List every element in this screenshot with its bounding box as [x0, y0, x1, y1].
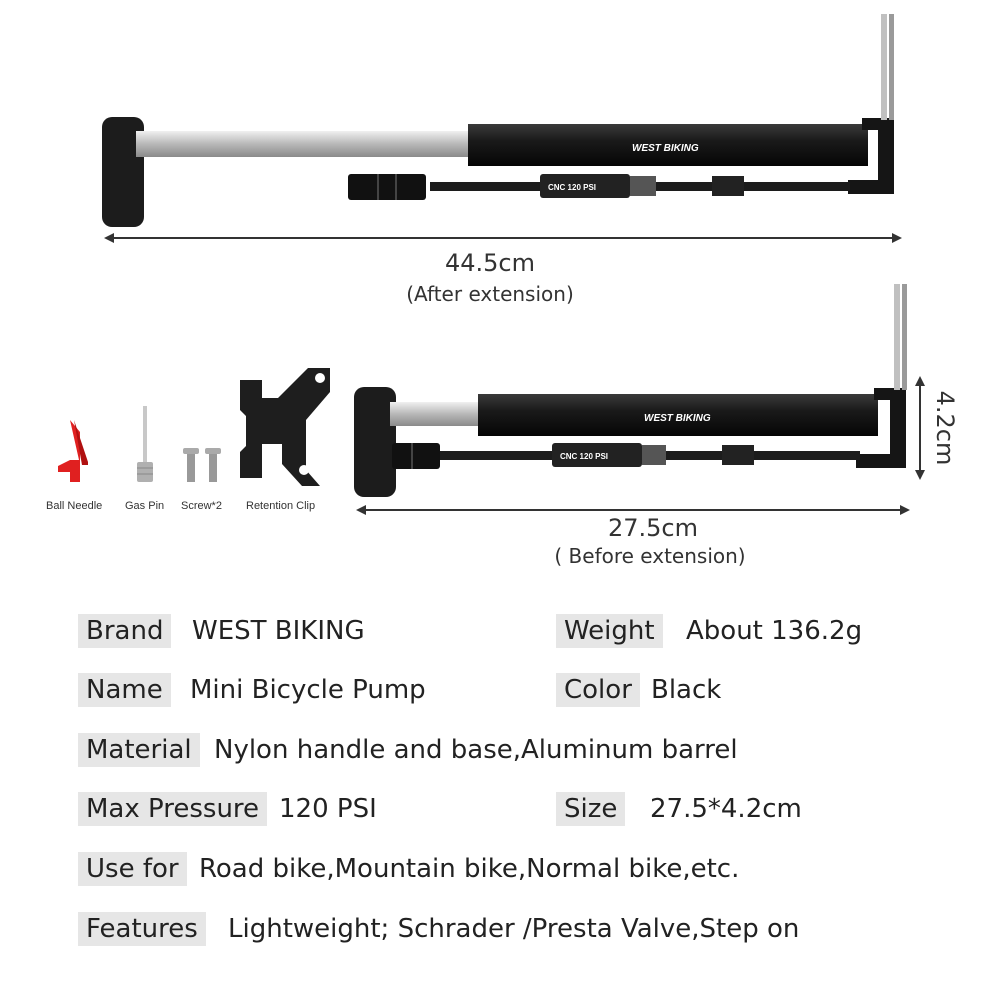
accessory-label-ball-needle: Ball Needle	[46, 500, 103, 512]
ball-needle-icon	[58, 420, 88, 482]
accessory-label-screw: Screw*2	[181, 500, 222, 512]
spec-value-max-pressure: 120 PSI	[279, 794, 377, 824]
spec-value-use-for: Road bike,Mountain bike,Normal bike,etc.	[199, 854, 740, 884]
hose-mark: CNC 120 PSI	[548, 183, 597, 192]
accessory-label-retention-clip: Retention Clip	[246, 500, 316, 512]
pump-shaft	[136, 131, 472, 157]
extended-note: (After extension)	[406, 282, 574, 306]
spec-value-size: 27.5*4.2cm	[650, 794, 802, 824]
foot-peg	[881, 14, 887, 120]
spec-value-material: Nylon handle and base,Aluminum barrel	[214, 735, 738, 765]
foot-peg-collapsed	[894, 284, 900, 390]
spec-label-features: Features	[78, 912, 206, 946]
spec-value-name: Mini Bicycle Pump	[190, 675, 426, 705]
retention-clip-icon	[240, 368, 330, 486]
collapsed-pump-illustration	[0, 270, 1001, 520]
valve-head	[348, 174, 426, 200]
height-dimension: 4.2cm	[931, 390, 959, 466]
valve-head-collapsed	[392, 443, 440, 469]
extended-length: 44.5cm	[444, 249, 535, 277]
screw-icon	[183, 448, 221, 482]
spec-label-size: Size	[556, 792, 625, 826]
spec-label-weight: Weight	[556, 614, 663, 648]
spec-label-material: Material	[78, 733, 200, 767]
brand-mark: WEST BIKING	[632, 143, 699, 154]
spec-value-features: Lightweight; Schrader /Presta Valve,Step on	[228, 914, 800, 944]
collapsed-note: ( Before extension)	[554, 544, 746, 568]
hose-mark-collapsed: CNC 120 PSI	[560, 452, 609, 461]
spec-label-use-for: Use for	[78, 852, 187, 886]
spec-value-brand: WEST BIKING	[192, 616, 365, 646]
spec-value-color: Black	[651, 675, 722, 705]
brand-mark-collapsed: WEST BIKING	[644, 413, 711, 424]
collapsed-length: 27.5cm	[607, 514, 698, 542]
spec-value-weight: About 136.2g	[686, 616, 863, 646]
spec-label-color: Color	[556, 673, 640, 707]
spec-label-brand: Brand	[78, 614, 171, 648]
spec-label-name: Name	[78, 673, 171, 707]
spec-label-max-pressure: Max Pressure	[78, 792, 267, 826]
gas-pin-icon	[137, 406, 153, 482]
accessory-label-gas-pin: Gas Pin	[125, 500, 165, 512]
pump-handle-collapsed	[354, 387, 396, 497]
